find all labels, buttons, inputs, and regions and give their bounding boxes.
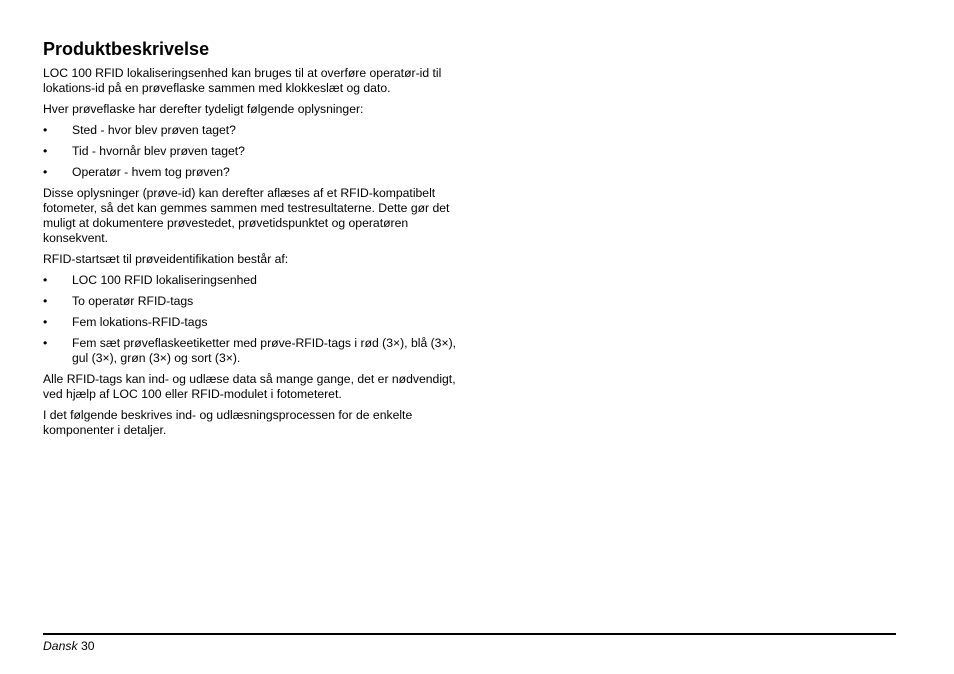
bullet-icon: • xyxy=(43,294,48,308)
list-item-text: Fem lokations-RFID-tags xyxy=(72,315,208,329)
intro-paragraph-1: LOC 100 RFID lokaliseringsenhed kan bruges til at overføre operatør-id til lokations-id på en prøveflaske sammen med klokkeslæt og dato. xyxy=(43,66,442,95)
sample-id-paragraph: Disse oplysninger (prøve-id) kan derefter aflæses af et RFID-kompatibelt fotometer, så det kan gemmes sammen med testresultaterne. Dette gør det muligt at dokumentere prøvestedet, prøvetidspunktet og operatøren konsekvent. xyxy=(43,186,450,245)
bullet-icon: • xyxy=(43,336,48,350)
page-title: Produktbeskrivelse xyxy=(43,39,210,59)
bullet-icon: • xyxy=(43,123,48,137)
page-footer xyxy=(43,639,95,654)
kit-intro-paragraph: RFID-startsæt til prøveidentifikation består af: xyxy=(43,252,289,266)
list-item xyxy=(43,315,458,330)
process-paragraph: I det følgende beskrives ind- og udlæsningsprocessen for de enkelte komponenter i detaljer. xyxy=(43,408,413,437)
list-item xyxy=(43,165,458,180)
list-item xyxy=(43,336,458,366)
list-item-text: Sted - hvor blev prøven taget? xyxy=(72,123,236,137)
footer-language: Dansk xyxy=(43,639,78,653)
bullet-icon: • xyxy=(43,315,48,329)
footer-divider xyxy=(43,633,896,635)
bullet-icon: • xyxy=(43,144,48,158)
list-item xyxy=(43,144,458,159)
body-text xyxy=(43,66,458,444)
data-readout-paragraph: Alle RFID-tags kan ind- og udlæse data så mange gange, det er nødvendigt, ved hjælp af LOC 100 eller RFID-modulet i fotometeret. xyxy=(43,372,456,401)
list-item xyxy=(43,123,458,138)
bullet-icon: • xyxy=(43,273,48,287)
page-number: 30 xyxy=(80,639,95,653)
list-item-text: Fem sæt prøveflaskeetiketter med prøve-RFID-tags i rød (3×), blå (3×), gul (3×), grøn (3×) og sort (3×). xyxy=(72,336,457,365)
info-list xyxy=(43,123,458,180)
bullet-icon: • xyxy=(43,165,48,179)
kit-list xyxy=(43,273,458,366)
list-item xyxy=(43,273,458,288)
list-item-text: Operatør - hvem tog prøven? xyxy=(72,165,230,179)
list-item xyxy=(43,294,458,309)
list-item-text: LOC 100 RFID lokaliseringsenhed xyxy=(72,273,257,287)
intro-paragraph-2: Hver prøveflaske har derefter tydeligt følgende oplysninger: xyxy=(43,102,364,116)
list-item-text: Tid - hvornår blev prøven taget? xyxy=(72,144,245,158)
list-item-text: To operatør RFID-tags xyxy=(72,294,194,308)
